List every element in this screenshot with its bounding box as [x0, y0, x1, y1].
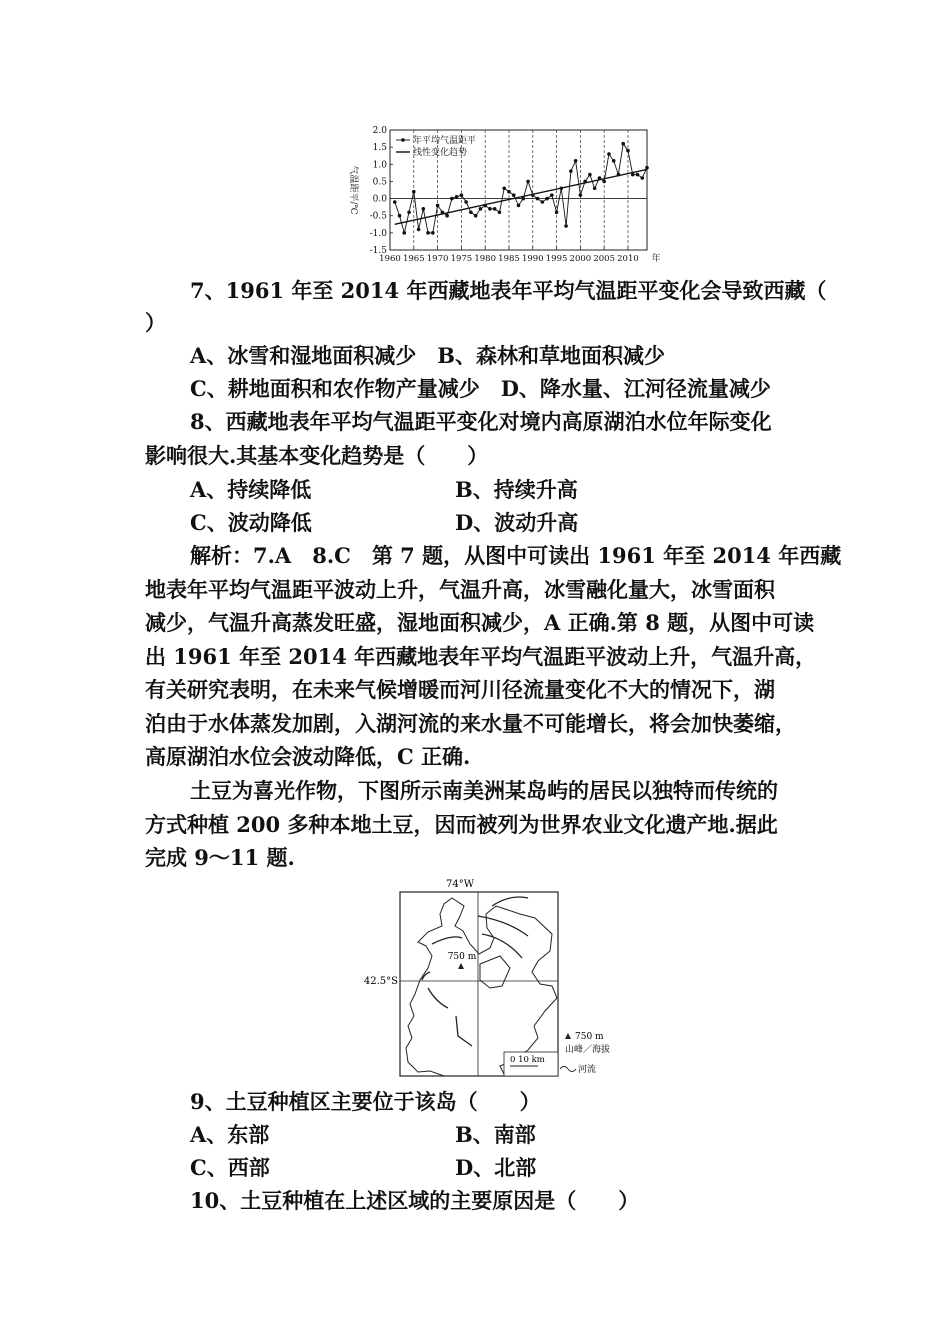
- anomaly-point: [493, 207, 497, 211]
- longitude-label: 74°W: [445, 879, 475, 890]
- river: [456, 1016, 472, 1046]
- x-tick-label: 2000: [569, 254, 592, 264]
- anomaly-point: [441, 210, 445, 214]
- y-tick-label: 1.0: [372, 160, 387, 171]
- analysis-line: 地表年平均气温距平波动上升，气温升高，冰雪融化量大，冰雪面积: [145, 577, 775, 602]
- anomaly-point: [617, 173, 621, 177]
- legend-river-icon: [560, 1067, 576, 1072]
- anomaly-point: [445, 214, 449, 218]
- q8-option-b: B、持续升高: [455, 477, 578, 502]
- legend-label: 年平均气温距平: [413, 136, 477, 146]
- y-tick-label: 2.0: [372, 126, 387, 136]
- anomaly-point: [593, 186, 597, 190]
- anomaly-point: [426, 231, 430, 235]
- anomaly-point: [393, 200, 397, 204]
- x-axis-label: 年: [651, 254, 661, 264]
- anomaly-point: [560, 186, 564, 190]
- x-tick-label: 1980: [474, 254, 497, 264]
- anomaly-point: [507, 190, 511, 194]
- q9-option-a: A、东部: [190, 1122, 270, 1147]
- x-tick-label: 1960: [379, 254, 401, 264]
- x-tick-label: 1985: [498, 254, 520, 264]
- q8-option-d: D、波动升高: [455, 510, 579, 535]
- anomaly-point: [636, 173, 640, 177]
- y-tick-label: 0.5: [372, 177, 387, 188]
- q10-stem: 10、土豆种植在上述区域的主要原因是（ ）: [190, 1188, 640, 1213]
- anomaly-point: [502, 186, 506, 190]
- river: [432, 937, 462, 944]
- latitude-label: 42.5°S: [363, 976, 398, 987]
- anomaly-point: [512, 193, 516, 197]
- anomaly-point: [398, 214, 402, 218]
- anomaly-point: [564, 224, 568, 228]
- q7-stem-end: ）: [145, 310, 166, 335]
- anomaly-point: [550, 193, 554, 197]
- q7-stem: 7、1961 年至 2014 年西藏地表年平均气温距平变化会导致西藏（: [190, 278, 827, 303]
- anomaly-point: [521, 197, 525, 201]
- anomaly-point: [536, 197, 540, 201]
- island-map: [360, 876, 640, 1081]
- temperature-anomaly-chart: [335, 122, 665, 274]
- y-tick-label: 0.0: [372, 194, 387, 205]
- anomaly-point: [412, 190, 416, 194]
- anomaly-point: [588, 173, 592, 177]
- intro-line: 完成 9～11 题.: [145, 845, 295, 870]
- anomaly-point: [483, 204, 487, 208]
- anomaly-point: [626, 149, 630, 153]
- y-tick-label: 1.5: [372, 143, 387, 154]
- x-tick-label: 2005: [593, 254, 615, 264]
- anomaly-point: [645, 166, 649, 170]
- lake-outline: [480, 956, 510, 988]
- anomaly-point: [460, 193, 464, 197]
- anomaly-point: [574, 159, 578, 163]
- anomaly-point: [640, 176, 644, 180]
- anomaly-point: [498, 210, 502, 214]
- river: [492, 897, 528, 906]
- q8-option-c: C、波动降低: [190, 510, 312, 535]
- anomaly-point: [621, 142, 625, 146]
- trend-line: [395, 169, 647, 224]
- island-outline: [406, 898, 557, 1076]
- q7-options-cd: C、耕地面积和农作物产量减少 D、降水量、江河径流量减少: [190, 376, 771, 401]
- anomaly-point: [579, 193, 583, 197]
- anomaly-point: [631, 173, 635, 177]
- anomaly-point: [545, 197, 549, 201]
- anomaly-point: [455, 195, 459, 199]
- anomaly-point: [602, 180, 606, 184]
- q9-stem: 9、土豆种植区主要位于该岛（ ）: [190, 1089, 541, 1114]
- legend-series-marker: [401, 138, 405, 142]
- peak-marker: [458, 963, 464, 969]
- y-tick-label: -0.5: [369, 211, 387, 222]
- anomaly-point: [431, 231, 435, 235]
- anomaly-point: [583, 180, 587, 184]
- analysis-line: 减少，气温升高蒸发旺盛，湿地面积减少，A 正确.第 8 题，从图中可读: [145, 610, 815, 635]
- anomaly-point: [479, 207, 483, 211]
- anomaly-point: [436, 204, 440, 208]
- anomaly-point: [526, 180, 530, 184]
- q8-stem-end: 影响很大.其基本变化趋势是（ ）: [145, 443, 489, 468]
- q9-option-d: D、北部: [455, 1155, 537, 1180]
- x-tick-label: 2010: [617, 254, 639, 264]
- intro-line: 土豆为喜光作物，下图所示南美洲某岛屿的居民以独特而传统的: [190, 778, 778, 803]
- q8-option-a: A、持续降低: [190, 477, 312, 502]
- y-tick-label: -1.0: [369, 228, 387, 239]
- analysis-line: 泊由于水体蒸发加剧，入湖河流的来水量不可能增长，将会加快萎缩，: [145, 711, 796, 736]
- anomaly-point: [555, 210, 559, 214]
- map-frame: [400, 892, 558, 1076]
- legend-river-text: 河流: [578, 1065, 597, 1075]
- anomaly-point: [488, 207, 492, 211]
- legend-label: 线性变化趋势: [413, 148, 468, 158]
- river: [428, 988, 448, 1008]
- x-tick-label: 1970: [426, 254, 449, 264]
- x-tick-label: 1995: [545, 254, 568, 264]
- scale-label: 0 10 km: [510, 1055, 545, 1065]
- river: [482, 934, 522, 958]
- analysis-line: 出 1961 年至 2014 年西藏地表年平均气温距平波动上升，气温升高，: [145, 644, 817, 669]
- x-tick-label: 1975: [450, 254, 473, 264]
- q7-options-ab: A、冰雪和湿地面积减少 B、森林和草地面积减少: [190, 343, 666, 368]
- q9-option-c: C、西部: [190, 1155, 270, 1180]
- anomaly-point: [402, 231, 406, 235]
- q9-option-b: B、南部: [455, 1122, 536, 1147]
- river: [478, 916, 528, 936]
- intro-line: 方式种植 200 多种本地土豆，因而被列为世界农业文化遗产地.据此: [145, 812, 778, 837]
- anomaly-point: [612, 159, 616, 163]
- anomaly-point: [598, 176, 602, 180]
- anomaly-point: [450, 197, 454, 201]
- legend-peak-icon: [565, 1033, 571, 1039]
- anomaly-point: [531, 193, 535, 197]
- y-tick-label: -1.5: [369, 246, 387, 256]
- anomaly-point: [422, 207, 426, 211]
- analysis-line: 解析：7.A 8.C 第 7 题，从图中可读出 1961 年至 2014 年西藏: [190, 543, 842, 568]
- anomaly-point: [569, 169, 573, 173]
- anomaly-point: [464, 200, 468, 204]
- anomaly-point: [469, 210, 473, 214]
- legend-peak-text: 山峰／海拔: [565, 1045, 611, 1055]
- peak-label: 750 m: [447, 952, 477, 962]
- anomaly-point: [407, 210, 411, 214]
- anomaly-point: [607, 152, 611, 156]
- analysis-line: 有关研究表明，在未来气候增暖而河川径流量变化不大的情况下，湖: [145, 677, 775, 702]
- anomaly-point: [517, 204, 521, 208]
- analysis-line: 高原湖泊水位会波动降低，C 正确.: [145, 744, 471, 769]
- x-tick-label: 1990: [521, 254, 544, 264]
- y-axis-label: 气温距平/℃: [348, 165, 358, 215]
- anomaly-point: [474, 214, 478, 218]
- anomaly-point: [540, 200, 544, 204]
- anomaly-point: [417, 228, 421, 232]
- legend-peak-value: 750 m: [575, 1032, 604, 1042]
- q8-stem: 8、西藏地表年平均气温距平变化对境内高原湖泊水位年际变化: [190, 409, 772, 434]
- x-tick-label: 1965: [402, 254, 425, 264]
